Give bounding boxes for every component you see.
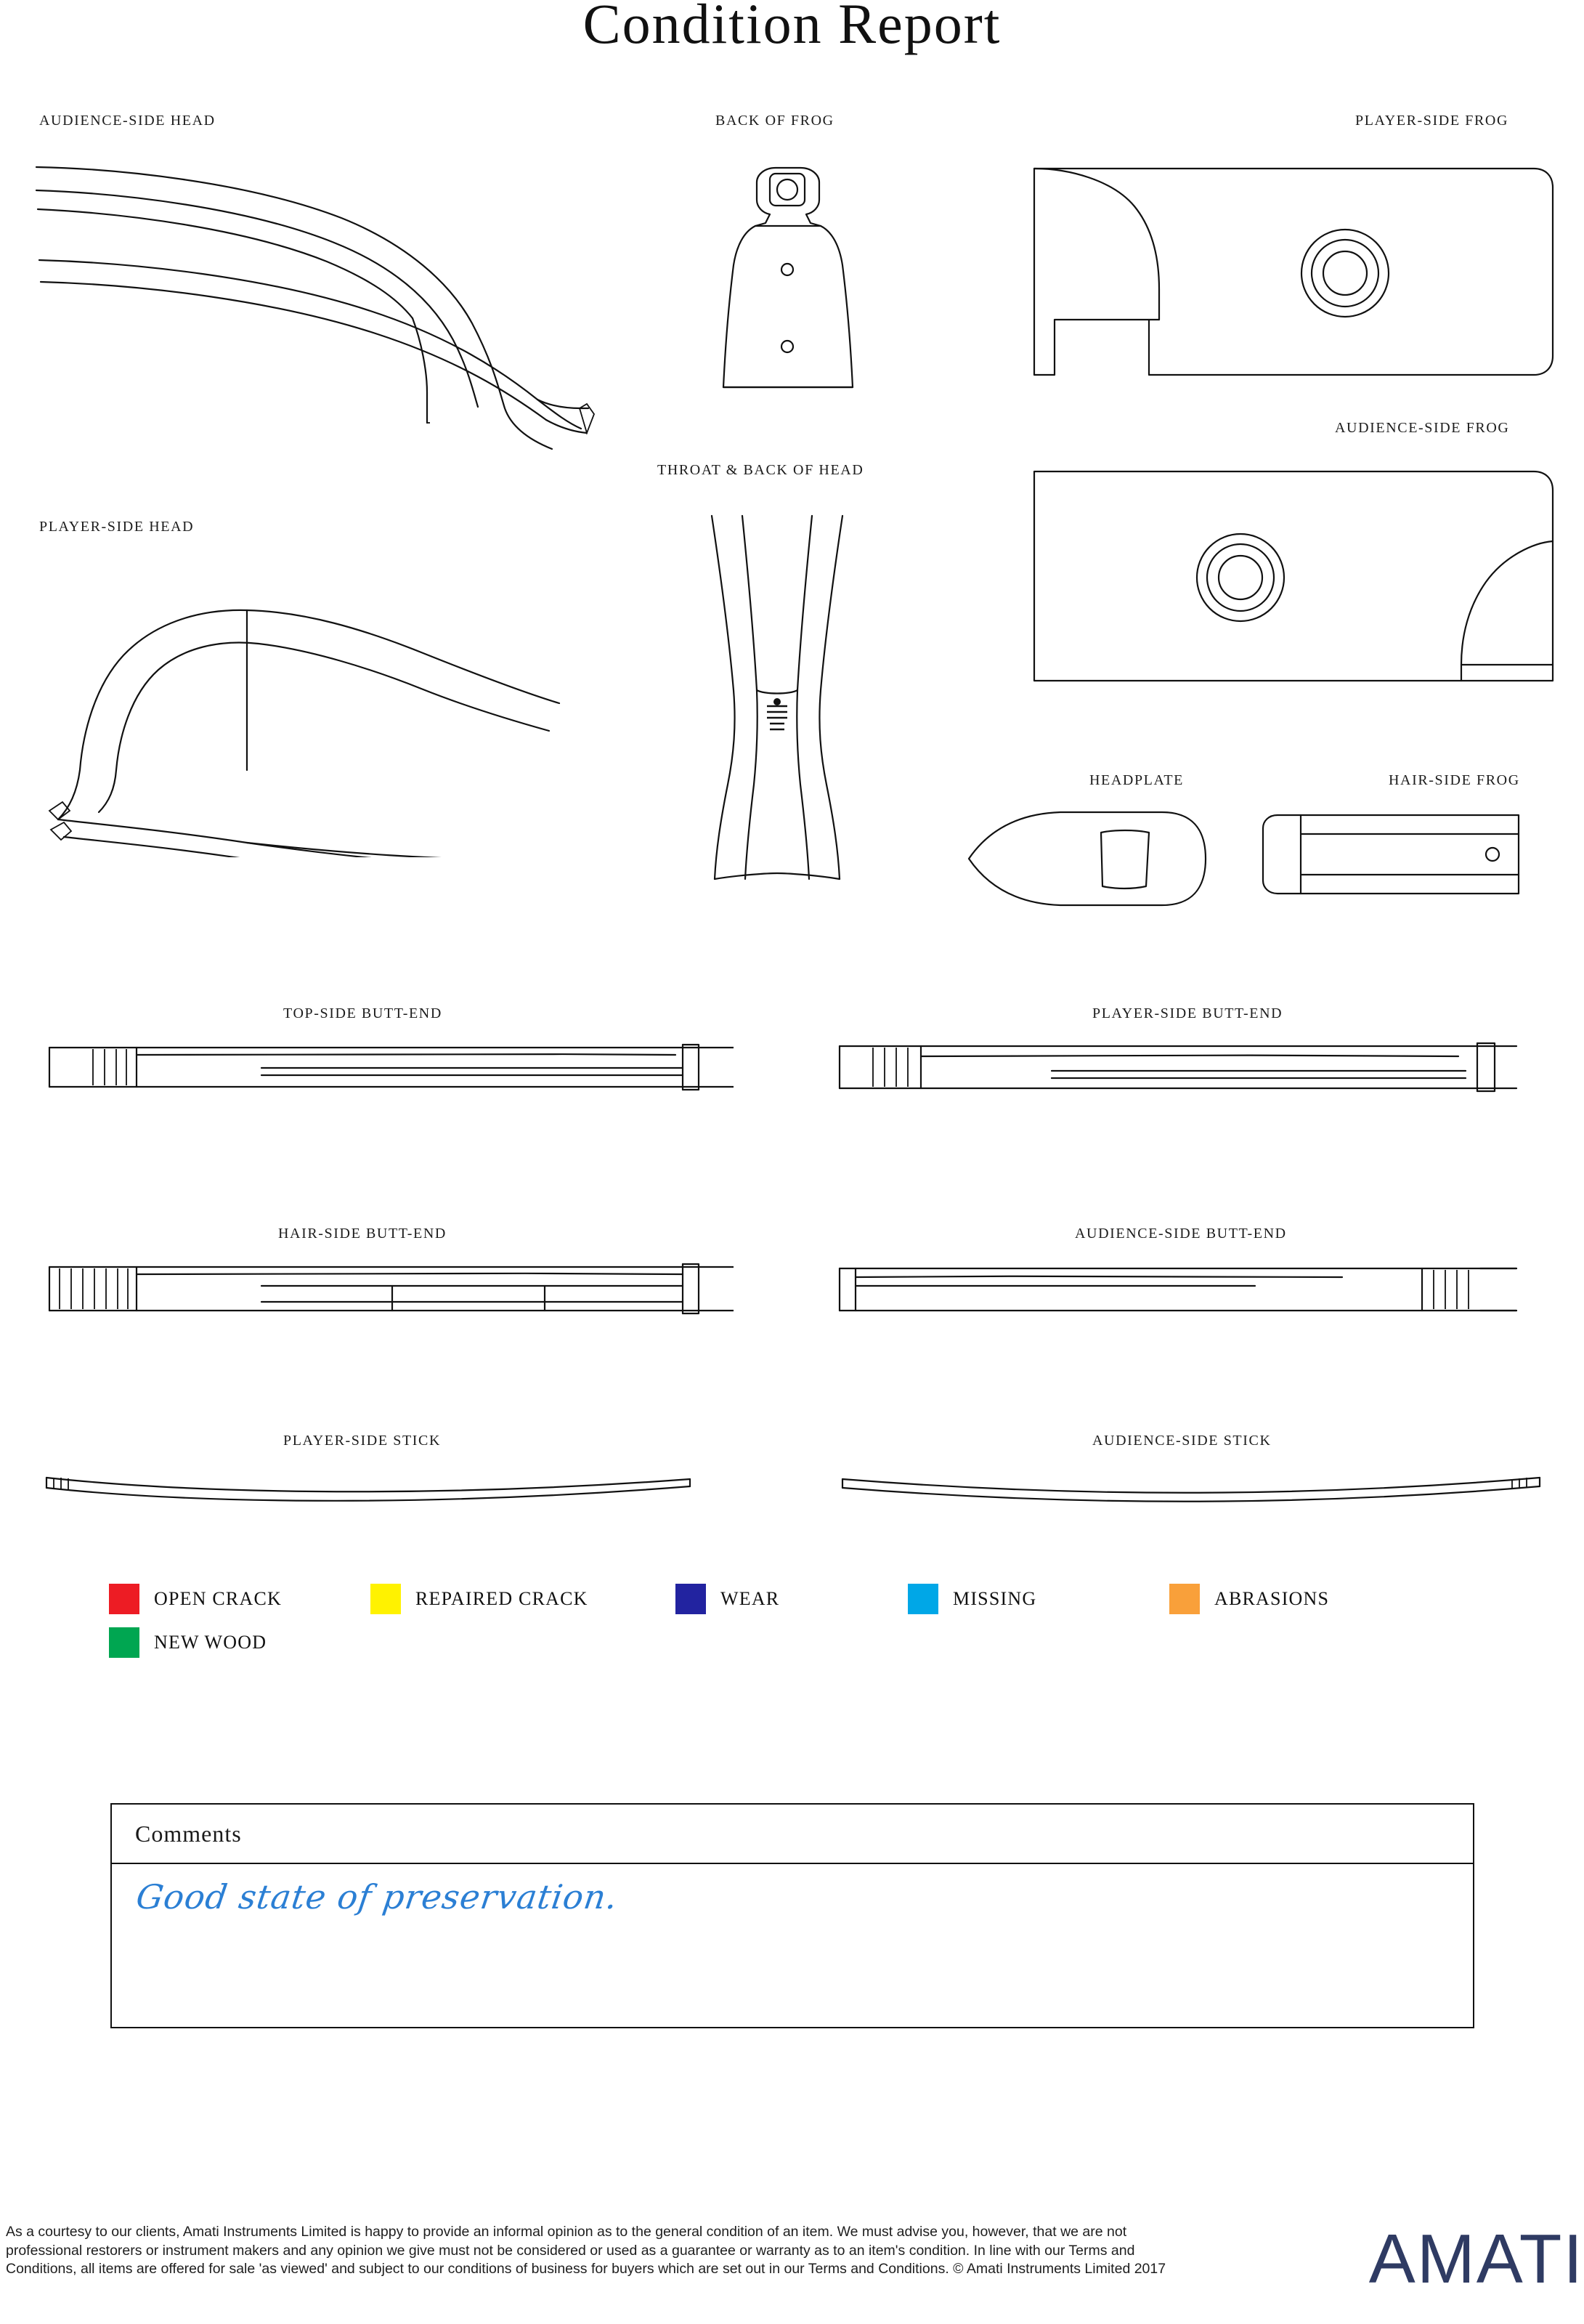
page-title: Condition Report bbox=[582, 0, 1002, 55]
diagram-headplate bbox=[959, 805, 1220, 914]
diagram-top-side-butt-end bbox=[44, 1039, 734, 1097]
key-row-2 bbox=[109, 1627, 1489, 1658]
condition-key bbox=[109, 1584, 1489, 1671]
diagram-audience-side-head bbox=[29, 153, 625, 458]
caption-top-side-butt-end: TOP-SIDE BUTT-END bbox=[283, 1005, 442, 1021]
caption-player-side-butt-end: PLAYER-SIDE BUTT-END bbox=[1092, 1005, 1283, 1021]
caption-player-side-head: PLAYER-SIDE HEAD bbox=[39, 519, 195, 535]
key-item-abrasions bbox=[1169, 1584, 1329, 1614]
comments-heading: Comments bbox=[135, 1820, 242, 1847]
caption-hair-side-butt-end: HAIR-SIDE BUTT-END bbox=[278, 1226, 447, 1242]
diagram-player-side-head bbox=[29, 552, 625, 857]
diagram-audience-side-frog bbox=[1025, 454, 1563, 701]
swatch-new-wood bbox=[109, 1627, 139, 1658]
caption-audience-side-frog: AUDIENCE-SIDE FROG bbox=[1335, 420, 1510, 436]
key-item-missing bbox=[908, 1584, 1169, 1614]
caption-player-side-stick: PLAYER-SIDE STICK bbox=[283, 1433, 442, 1449]
key-item-repaired-crack bbox=[370, 1584, 675, 1614]
key-item-new-wood bbox=[109, 1627, 267, 1658]
diagram-player-side-stick bbox=[36, 1460, 763, 1511]
diagram-player-side-frog bbox=[1025, 151, 1563, 398]
amati-logo: AMATI bbox=[1368, 2220, 1584, 2298]
caption-back-of-frog: BACK OF FROG bbox=[715, 113, 834, 129]
caption-audience-side-stick: AUDIENCE-SIDE STICK bbox=[1092, 1433, 1272, 1449]
caption-audience-side-butt-end: AUDIENCE-SIDE BUTT-END bbox=[1075, 1226, 1287, 1242]
key-label-wear: WEAR bbox=[720, 1588, 780, 1609]
diagram-audience-side-butt-end bbox=[834, 1258, 1524, 1316]
swatch-wear bbox=[675, 1584, 706, 1614]
key-item-open-crack bbox=[109, 1584, 370, 1614]
footer-disclaimer: As a courtesy to our clients, Amati Instruments Limited is happy to provide an informal opinion as to the general condition of an item. We must advise you, however, that we are not professional restorers or instrument makers and any opinion we give must not be considered or used as a guarantee or warranty as to an item's condition. In line with our Terms and Conditions, all items are offered for sale 'as viewed' and subject to our conditions of business for buyers which are set out in our Terms and Conditions. © Amati Instruments Limited 2017 bbox=[6, 2224, 1166, 2278]
swatch-abrasions bbox=[1169, 1584, 1200, 1614]
diagram-hair-side-frog bbox=[1246, 808, 1536, 902]
diagram-player-side-butt-end bbox=[834, 1039, 1524, 1097]
key-item-wear bbox=[675, 1584, 908, 1614]
key-row-1 bbox=[109, 1584, 1489, 1614]
comments-header bbox=[112, 1805, 1473, 1864]
comments-box[interactable] bbox=[110, 1803, 1474, 2028]
diagram-back-of-frog bbox=[712, 156, 864, 403]
key-label-new-wood: NEW WOOD bbox=[154, 1632, 267, 1653]
caption-throat-back-of-head: THROAT & BACK OF HEAD bbox=[657, 462, 864, 478]
caption-audience-side-head: AUDIENCE-SIDE HEAD bbox=[39, 113, 216, 129]
diagram-throat-back-of-head bbox=[697, 509, 857, 886]
comments-text: Good state of preservation. bbox=[134, 1877, 621, 1916]
caption-hair-side-frog: HAIR-SIDE FROG bbox=[1389, 772, 1520, 788]
swatch-repaired-crack bbox=[370, 1584, 401, 1614]
key-label-repaired-crack: REPAIRED CRACK bbox=[415, 1588, 588, 1609]
comments-body[interactable] bbox=[112, 1864, 1473, 1930]
caption-headplate: HEADPLATE bbox=[1089, 772, 1184, 788]
swatch-missing bbox=[908, 1584, 938, 1614]
swatch-open-crack bbox=[109, 1584, 139, 1614]
diagram-hair-side-butt-end bbox=[44, 1258, 734, 1316]
key-label-open-crack: OPEN CRACK bbox=[154, 1588, 282, 1609]
key-label-missing: MISSING bbox=[953, 1588, 1037, 1609]
caption-player-side-frog: PLAYER-SIDE FROG bbox=[1355, 113, 1509, 129]
key-label-abrasions: ABRASIONS bbox=[1214, 1588, 1330, 1609]
diagram-audience-side-stick bbox=[828, 1460, 1561, 1511]
